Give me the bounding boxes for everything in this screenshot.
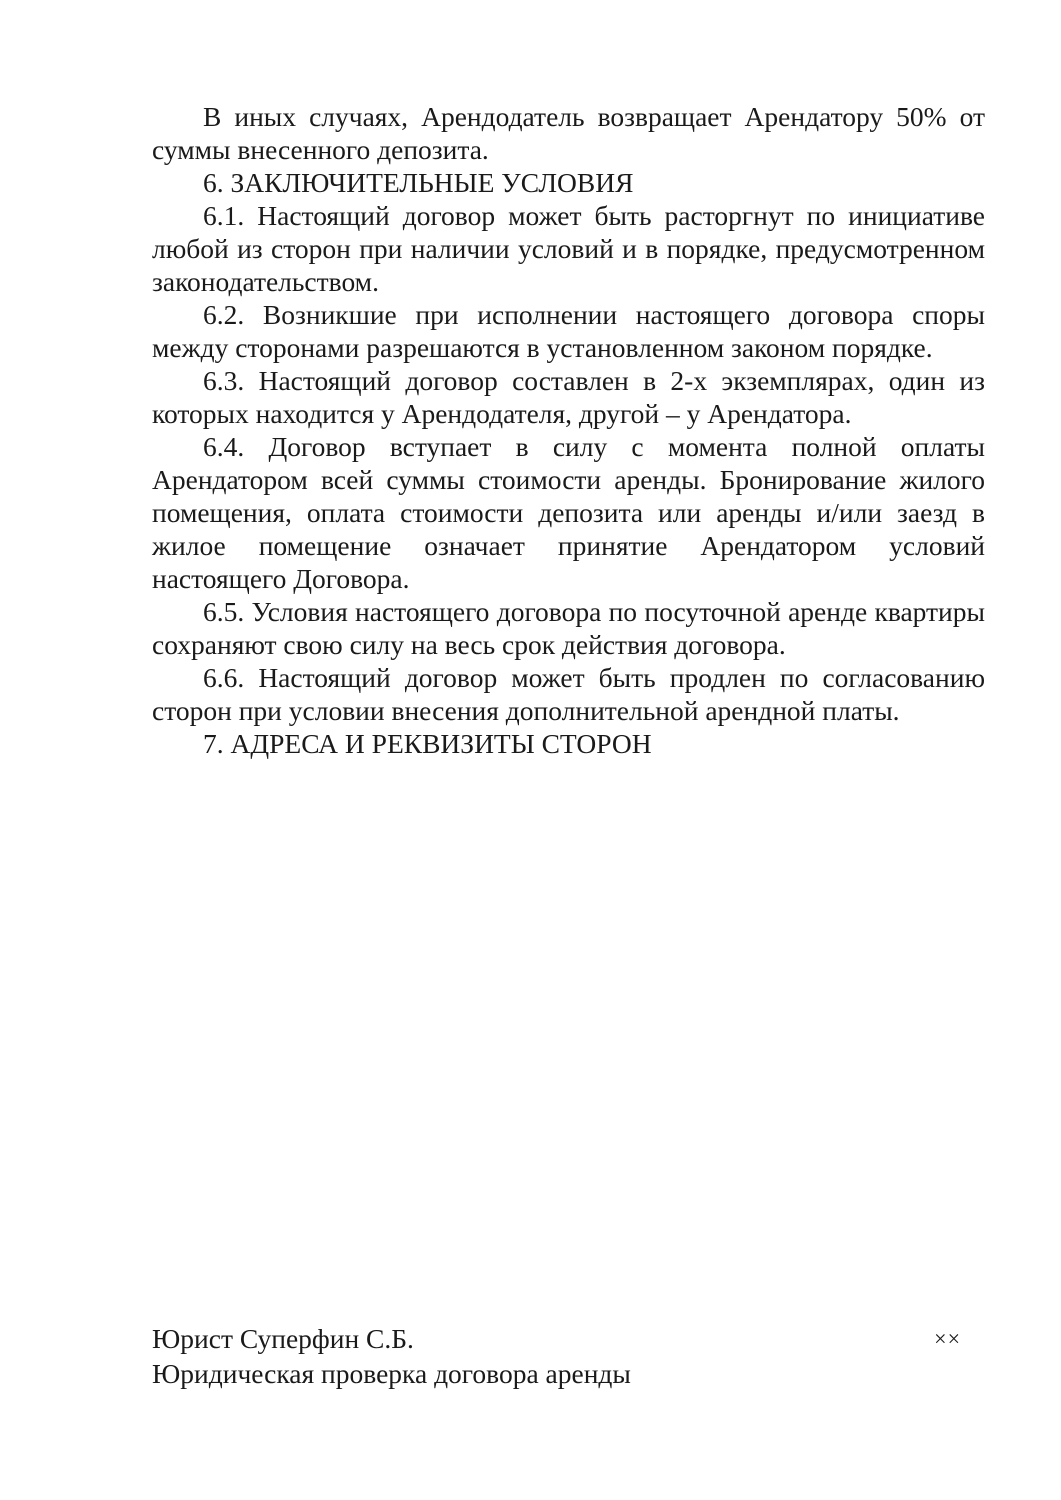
clause-6-3: 6.3. Настоящий договор составлен в 2-х экземплярах, один из которых находится у Арендодателя, другой – у Арендатора. xyxy=(152,365,985,429)
footer-mark: ×× xyxy=(934,1326,961,1351)
clause-6-4: 6.4. Договор вступает в силу с момента полной оплаты Арендатором всей суммы стоимости аренды. Бронирование жилого помещения, оплата стоимости депозита или аренды и/или заезд в жилое помещение означает принятие Арендатором условий настоящего Договора. xyxy=(152,431,985,594)
page-footer xyxy=(152,1321,985,1391)
intro-paragraph: В иных случаях, Арендодатель возвращает Арендатору 50% от суммы внесенного депозита. xyxy=(152,101,985,165)
clause-6-2: 6.2. Возникшие при исполнении настоящего договора споры между сторонами разрешаются в установленном законом порядке. xyxy=(152,299,985,363)
clause-6-6: 6.6. Настоящий договор может быть продлен по согласованию сторон при условии внесения дополнительной арендной платы. xyxy=(152,662,985,726)
footer-author: Юрист Суперфин С.Б. xyxy=(152,1323,414,1354)
document-body xyxy=(152,100,985,760)
clause-6-5: 6.5. Условия настоящего договора по посуточной аренде квартиры сохраняют свою силу на весь срок действия договора. xyxy=(152,596,985,660)
section-6-heading: 6. ЗАКЛЮЧИТЕЛЬНЫЕ УСЛОВИЯ xyxy=(203,167,634,198)
section-7-heading: 7. АДРЕСА И РЕКВИЗИТЫ СТОРОН xyxy=(203,728,652,759)
footer-subtitle: Юридическая проверка договора аренды xyxy=(152,1358,631,1389)
clause-6-1: 6.1. Настоящий договор может быть расторгнут по инициативе любой из сторон при наличии условий и в порядке, предусмотренном законодательством. xyxy=(152,200,985,297)
